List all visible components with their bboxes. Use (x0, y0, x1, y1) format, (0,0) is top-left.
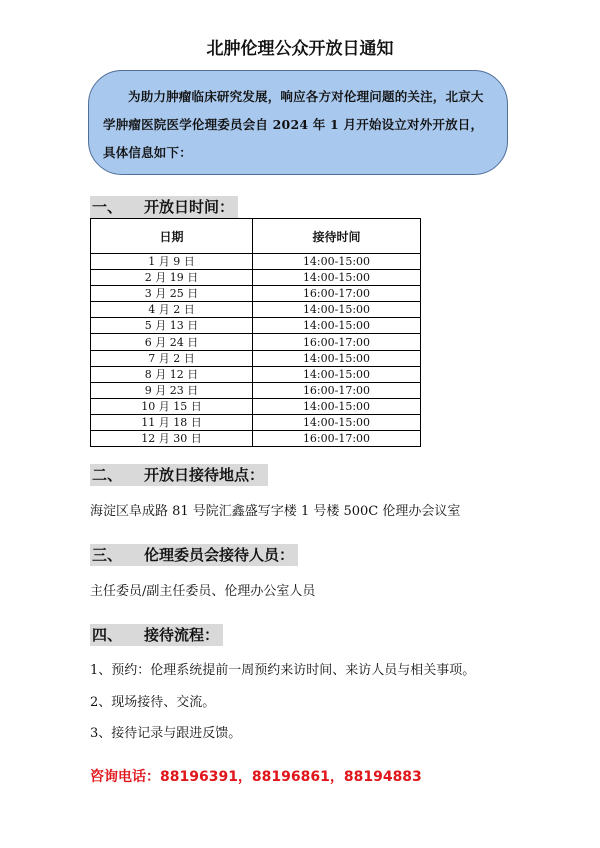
date-cell: 10 月 15 日 (91, 398, 253, 414)
intro-callout: 为助力肿瘤临床研究发展，响应各方对伦理问题的关注，北京大学肿瘤医院医学伦理委员会自 2024 年 1 月开始设立对外开放日，具体信息如下： (88, 70, 508, 175)
time-cell: 14:00-15:00 (253, 318, 421, 334)
date-cell: 1 月 9 日 (91, 254, 253, 270)
date-cell: 7 月 2 日 (91, 350, 253, 366)
time-cell: 16:00-17:00 (253, 382, 421, 398)
table-header-row (91, 219, 421, 254)
section-heading-process (90, 624, 223, 646)
section-heading-schedule (90, 196, 238, 218)
column-header-time: 接待时间 (253, 219, 421, 254)
section-heading-staff (90, 544, 298, 566)
section-label: 接待流程： (144, 626, 220, 644)
table-row (91, 270, 421, 286)
table-row (91, 366, 421, 382)
table-row (91, 254, 421, 270)
table-row (91, 414, 421, 430)
time-cell: 14:00-15:00 (253, 254, 421, 270)
section-number: 四、 (92, 626, 123, 644)
table-row (91, 431, 421, 447)
date-cell: 11 月 18 日 (91, 414, 253, 430)
staff-text: 主任委员/副主任委员、伦理办公室人员 (90, 584, 316, 599)
date-cell: 9 月 23 日 (91, 382, 253, 398)
date-cell: 5 月 13 日 (91, 318, 253, 334)
time-cell: 16:00-17:00 (253, 431, 421, 447)
time-cell: 14:00-15:00 (253, 398, 421, 414)
contact-phone: 咨询电话：88196391，88196861，88194883 (90, 769, 422, 785)
location-text: 海淀区阜成路 81 号院汇鑫盛写字楼 1 号楼 500C 伦理办会议室 (90, 504, 461, 519)
date-cell: 6 月 24 日 (91, 334, 253, 350)
process-step: 3、接待记录与跟进反馈。 (90, 726, 242, 741)
process-step: 2、现场接待、交流。 (90, 695, 216, 710)
schedule-table (90, 218, 421, 447)
date-cell: 3 月 25 日 (91, 286, 253, 302)
section-label: 伦理委员会接待人员： (144, 546, 295, 564)
section-heading-location (90, 464, 268, 486)
time-cell: 16:00-17:00 (253, 286, 421, 302)
table-row (91, 382, 421, 398)
date-cell: 8 月 12 日 (91, 366, 253, 382)
date-cell: 2 月 19 日 (91, 270, 253, 286)
table-row (91, 350, 421, 366)
column-header-date: 日期 (91, 219, 253, 254)
time-cell: 14:00-15:00 (253, 366, 421, 382)
time-cell: 14:00-15:00 (253, 270, 421, 286)
section-number: 三、 (92, 546, 123, 564)
section-number: 二、 (92, 466, 123, 484)
page-title: 北肿伦理公众开放日通知 (206, 39, 394, 59)
table-row (91, 302, 421, 318)
time-cell: 14:00-15:00 (253, 414, 421, 430)
table-row (91, 334, 421, 350)
time-cell: 14:00-15:00 (253, 350, 421, 366)
time-cell: 16:00-17:00 (253, 334, 421, 350)
section-number: 一、 (92, 198, 123, 216)
section-label: 开放日时间： (144, 198, 235, 216)
time-cell: 14:00-15:00 (253, 302, 421, 318)
date-cell: 12 月 30 日 (91, 431, 253, 447)
table-row (91, 286, 421, 302)
table-row (91, 398, 421, 414)
process-step: 1、预约：伦理系统提前一周预约来访时间、来访人员与相关事项。 (90, 663, 476, 678)
section-label: 开放日接待地点： (144, 466, 265, 484)
date-cell: 4 月 2 日 (91, 302, 253, 318)
table-row (91, 318, 421, 334)
